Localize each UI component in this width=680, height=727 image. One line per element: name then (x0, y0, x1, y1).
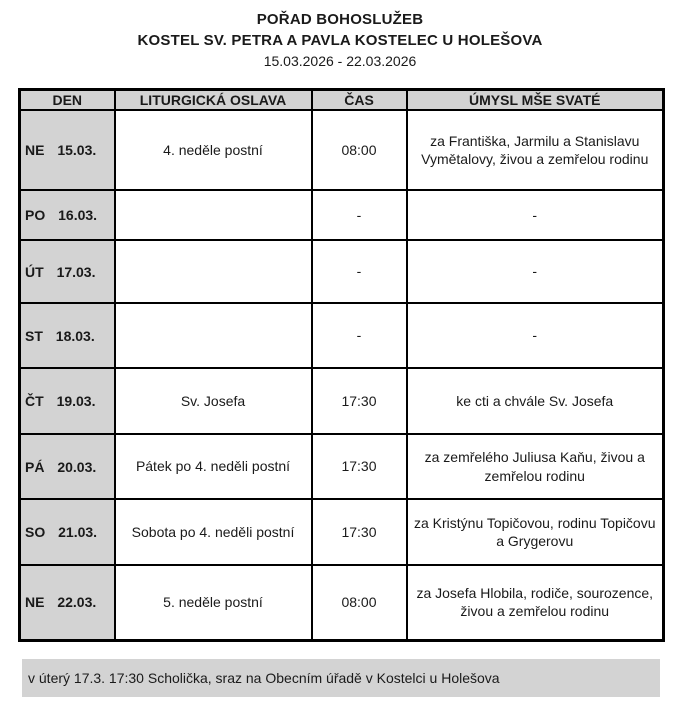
day-date: 20.03. (57, 458, 97, 475)
day-cell (20, 565, 115, 640)
document-header (0, 0, 680, 71)
time-cell: 08:00 (312, 110, 407, 190)
footer-note-text: v úterý 17.3. 17:30 Scholička, sraz na Obecním úřadě v Kostelci u Holešova (28, 669, 500, 686)
day-abbreviation: NE (25, 594, 45, 611)
time-cell: 17:30 (312, 499, 407, 565)
time-cell: - (312, 303, 407, 368)
day-cell (20, 110, 115, 190)
day-date: 16.03. (58, 207, 98, 223)
table-row (20, 303, 664, 368)
day-date: 17.03. (56, 263, 96, 280)
mass-intention-cell: za Josefa Hlobila, rodiče, sourozence, živou a zemřelou rodinu (407, 565, 664, 640)
footer-note-bar (22, 659, 660, 697)
table-row (20, 190, 664, 240)
mass-intention-cell: - (407, 303, 664, 368)
liturgical-celebration-cell: 4. neděle postní (115, 110, 312, 190)
mass-intention-cell: za zemřelého Juliusa Kaňu, živou a zemřelou rodinu (407, 434, 664, 499)
liturgical-celebration-cell: 5. neděle postní (115, 565, 312, 640)
column-header-time: ČAS (312, 90, 407, 111)
day-date: 18.03. (55, 327, 95, 344)
liturgical-celebration-cell: Sv. Josefa (115, 368, 312, 434)
day-cell (20, 368, 115, 434)
day-abbreviation: SO (25, 524, 46, 540)
column-header-liturgical-celebration: LITURGICKÁ OSLAVA (115, 90, 312, 111)
table-row (20, 499, 664, 565)
time-cell: 08:00 (312, 565, 407, 640)
table-row (20, 368, 664, 434)
day-abbreviation: PO (25, 207, 46, 223)
liturgical-celebration-cell: Pátek po 4. neděli postní (115, 434, 312, 499)
day-cell (20, 434, 115, 499)
time-cell: - (312, 240, 407, 303)
day-date: 21.03. (58, 524, 98, 540)
column-header-day: DEN (20, 90, 115, 111)
day-abbreviation: PÁ (25, 458, 45, 475)
column-header-mass-intention: ÚMYSL MŠE SVATÉ (407, 90, 664, 111)
day-abbreviation: ČT (25, 393, 44, 409)
day-date: 15.03. (57, 142, 97, 158)
mass-intention-cell: - (407, 190, 664, 240)
mass-intention-cell: za Kristýnu Topičovou, rodinu Topičovu a Grygerovu (407, 499, 664, 565)
day-cell (20, 240, 115, 303)
page-title: POŘAD BOHOSLUŽEB (256, 11, 424, 28)
day-date: 22.03. (57, 594, 97, 611)
time-cell: 17:30 (312, 368, 407, 434)
liturgical-celebration-cell (115, 240, 312, 303)
liturgical-celebration-cell: Sobota po 4. neděli postní (115, 499, 312, 565)
table-row (20, 110, 664, 190)
day-cell (20, 303, 115, 368)
mass-schedule-table (18, 88, 665, 642)
day-abbreviation: NE (25, 142, 45, 158)
table-row (20, 240, 664, 303)
liturgical-celebration-cell (115, 190, 312, 240)
page-subtitle: KOSTEL SV. PETRA A PAVLA KOSTELEC U HOLEŠOVA (137, 32, 543, 49)
mass-intention-cell: - (407, 240, 664, 303)
day-cell (20, 190, 115, 240)
time-cell: - (312, 190, 407, 240)
table-row (20, 565, 664, 640)
day-abbreviation: ST (25, 327, 43, 344)
day-abbreviation: ÚT (25, 263, 44, 280)
date-range: 15.03.2026 - 22.03.2026 (263, 53, 417, 69)
table-header-row (20, 90, 664, 111)
mass-intention-cell: za Františka, Jarmilu a Stanislavu Vymětalovy, živou a zemřelou rodinu (407, 110, 664, 190)
day-cell (20, 499, 115, 565)
day-date: 19.03. (56, 393, 96, 409)
table-row (20, 434, 664, 499)
mass-intention-cell: ke cti a chvále Sv. Josefa (407, 368, 664, 434)
liturgical-celebration-cell (115, 303, 312, 368)
time-cell: 17:30 (312, 434, 407, 499)
